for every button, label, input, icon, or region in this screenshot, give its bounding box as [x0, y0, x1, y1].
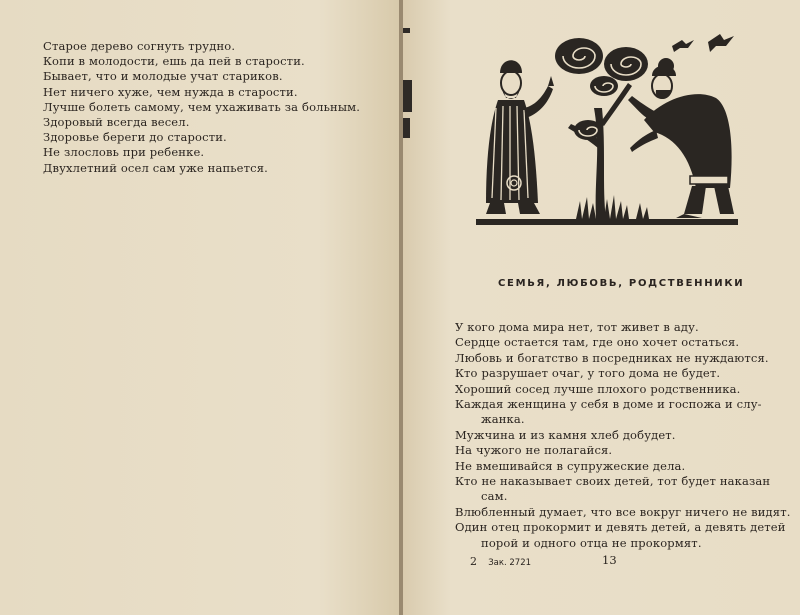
printer-signature: [470, 555, 531, 568]
proverb-line: Не злословь при ребенке.: [43, 145, 205, 160]
proverb-line: Один отец прокормит и девять детей, а девять детей: [455, 520, 786, 535]
proverb-line: Не вмешивайся в супружеские дела.: [455, 458, 686, 473]
left-proverb-list: [43, 39, 360, 176]
printer-mark: [403, 118, 410, 138]
proverb-line: Копи в молодости, ешь да пей в старости.: [43, 54, 305, 69]
proverb-line: Кто разрушает очаг, у того дома не будет.: [455, 366, 721, 381]
proverb-line: Любовь и богатство в посредниках не нуждаются.: [455, 350, 769, 365]
woodcut-illustration: [476, 28, 741, 233]
proverb-line: Нет ничего хуже, чем нужда в старости.: [43, 84, 298, 99]
page-number: 13: [602, 553, 617, 567]
order-label: Зак. 2721: [488, 558, 532, 568]
proverb-line: Влюбленный думает, что все вокруг ничего не видят.: [455, 504, 791, 519]
proverb-line: Бывает, что и молодые учат стариков.: [43, 69, 283, 84]
section-heading: СЕМЬЯ, ЛЮБОВЬ, РОДСТВЕННИКИ: [498, 278, 745, 289]
proverb-line-continuation: сам.: [481, 489, 508, 504]
proverb-line: На чужого не полагайся.: [455, 443, 613, 458]
printer-mark: [403, 28, 410, 33]
right-proverb-list: [455, 320, 791, 551]
printer-mark: [403, 80, 412, 112]
proverb-line: Каждая женщина у себя в доме и госпожа и слу-: [455, 397, 762, 412]
proverb-line: Здоровье береги до старости.: [43, 130, 227, 145]
proverb-line: Хороший сосед лучше плохого родственника.: [455, 381, 741, 396]
proverb-line: Старое дерево согнуть трудно.: [43, 39, 236, 53]
proverb-line: У кого дома мира нет, тот живет в аду.: [455, 320, 699, 334]
proverb-line-continuation: порой и одного отца не прокормят.: [481, 535, 702, 550]
proverb-line-continuation: жанка.: [481, 412, 525, 427]
signature-number: 2: [470, 555, 477, 568]
proverb-line: Здоровый всегда весел.: [43, 115, 190, 130]
proverb-line: Лучше болеть самому, чем ухаживать за больным.: [43, 99, 361, 114]
proverb-line: Кто не наказывает своих детей, тот будет наказан: [455, 474, 771, 489]
proverb-line: Двухлетний осел сам уже напьется.: [43, 160, 268, 175]
proverb-line: Сердце остается там, где оно хочет остаться.: [455, 335, 740, 350]
proverb-line: Мужчина и из камня хлеб добудет.: [455, 427, 676, 442]
